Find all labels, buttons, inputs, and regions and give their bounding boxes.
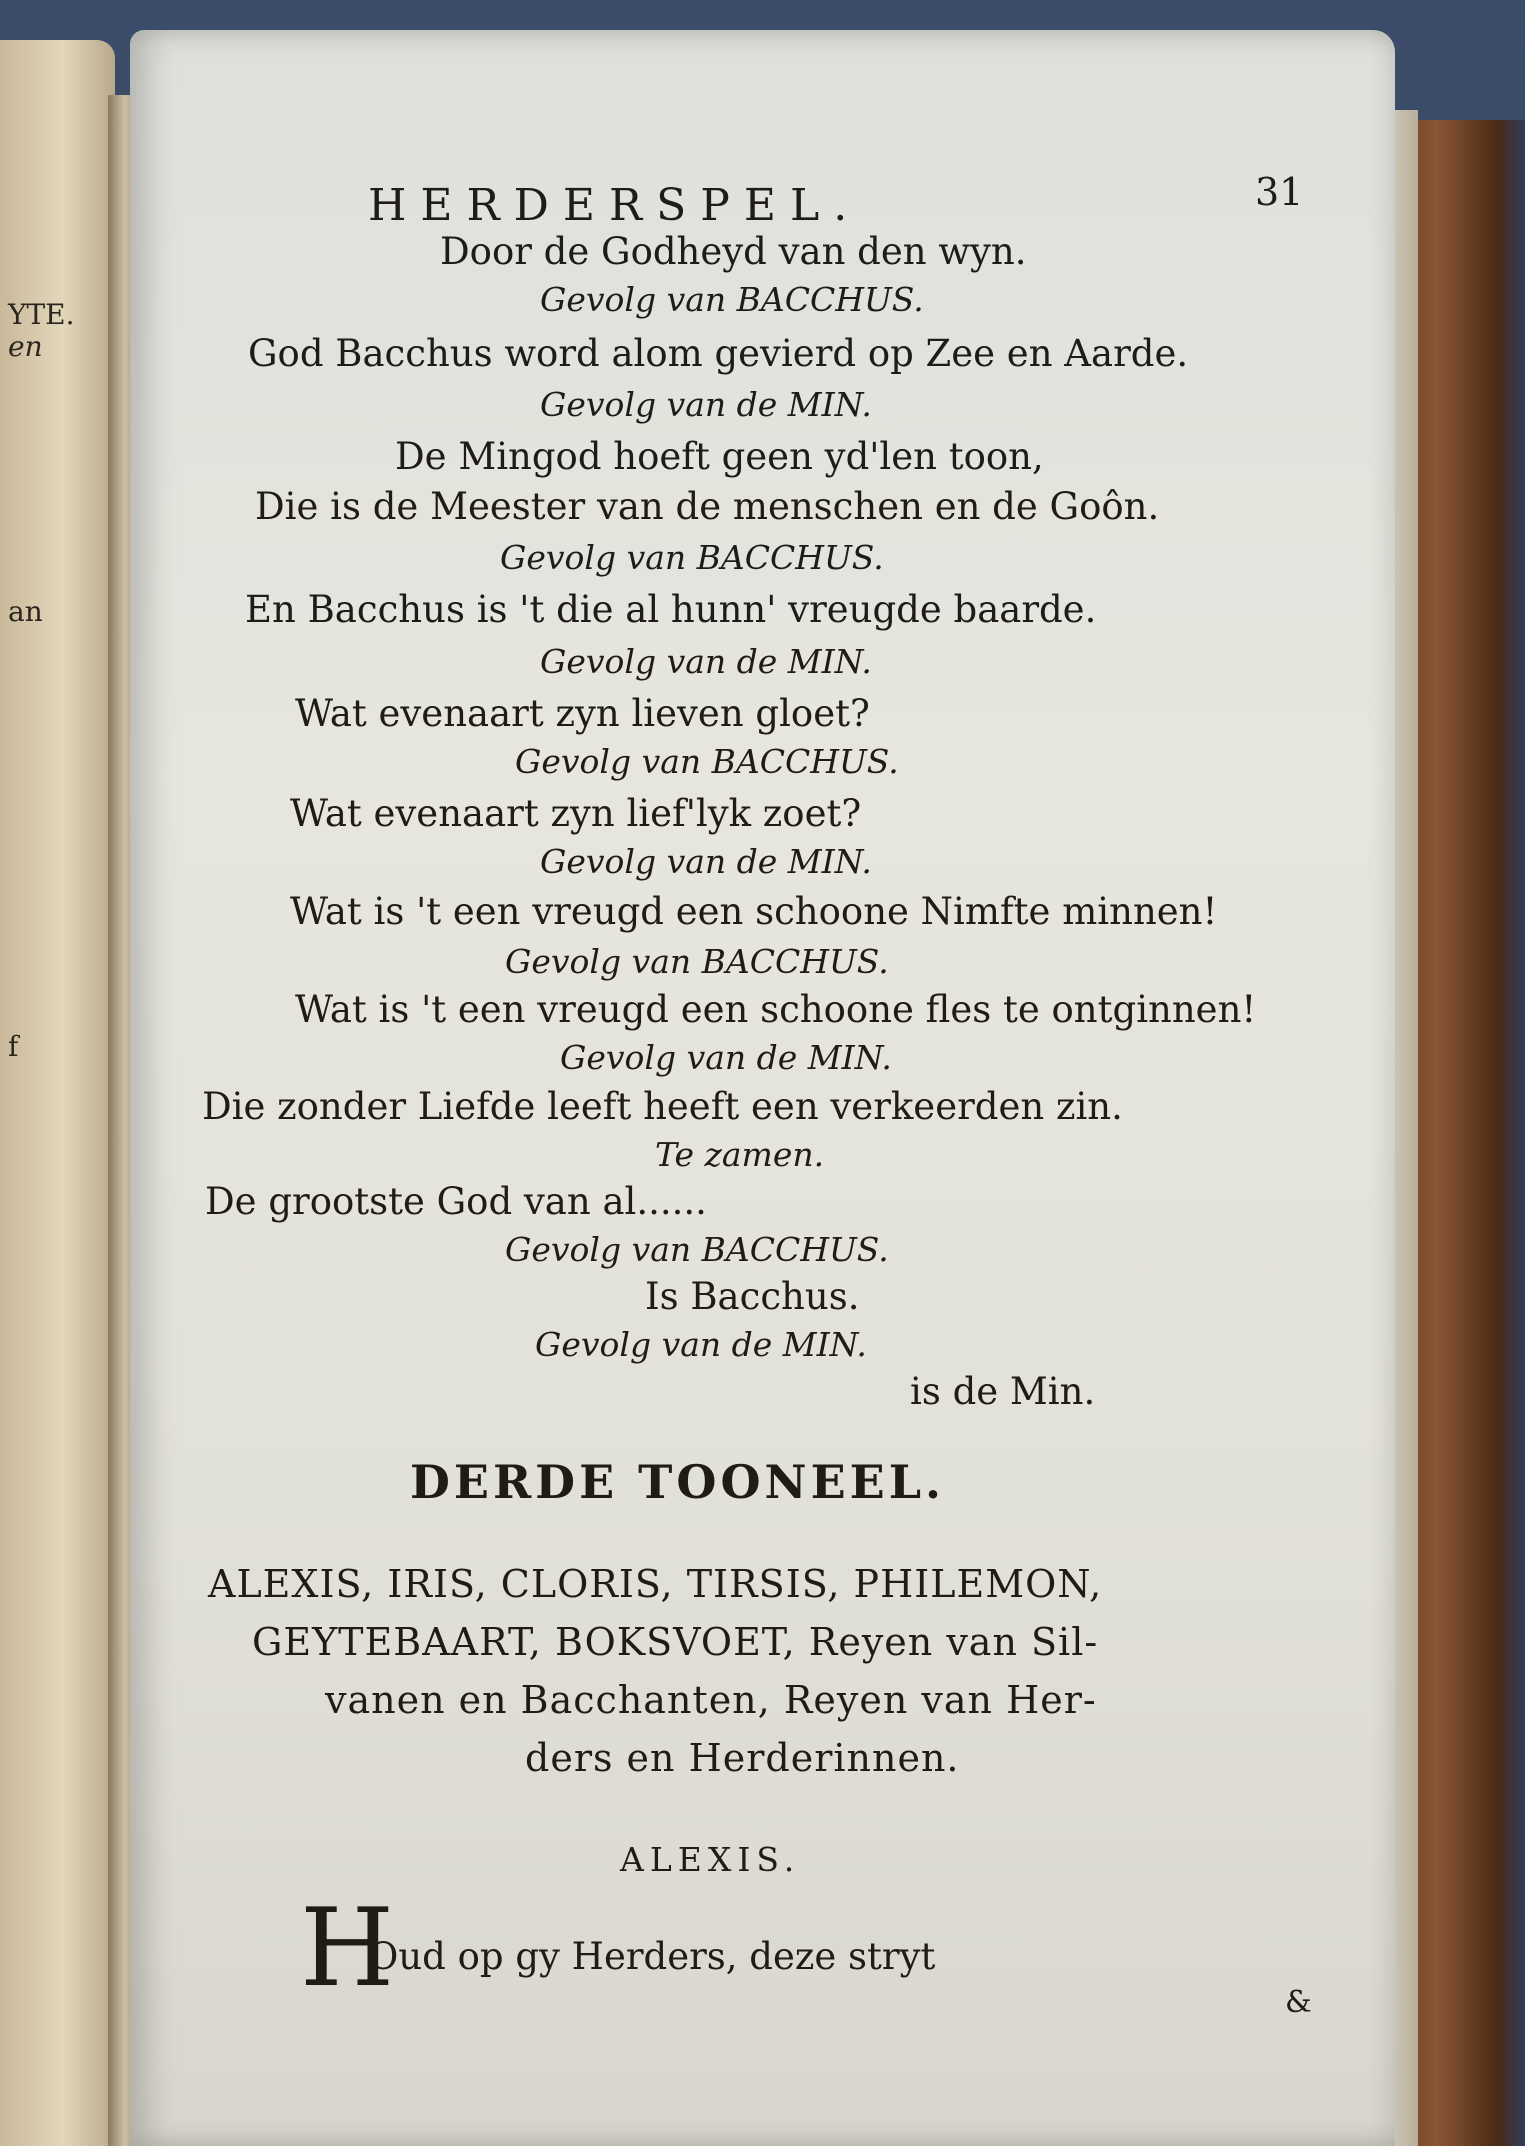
verse-line: Die is de Meester van de menschen en de Goôn. (255, 485, 1160, 528)
speaker-line: Gevolg van BACCHUS. (540, 280, 924, 319)
speaker-line: Te zamen. (655, 1135, 825, 1174)
cast-line: GEYTEBAART, BOKSVOET, Reyen van Sil- (252, 1620, 1099, 1664)
verse-line: Wat is 't een vreugd een schoone Nimfte minnen! (290, 890, 1218, 933)
speaker-line: Gevolg van BACCHUS. (505, 1230, 889, 1269)
cast-line: vanen en Bacchanten, Reyen van Her- (325, 1678, 1097, 1722)
speaker-line: Gevolg van BACCHUS. (515, 742, 899, 781)
verse-line: Is Bacchus. (645, 1275, 860, 1318)
verse-line: God Bacchus word alom gevierd op Zee en Aarde. (248, 332, 1189, 375)
verse-line: is de Min. (910, 1370, 1096, 1413)
speaker-line: Gevolg van BACCHUS. (500, 538, 884, 577)
verse-line: Wat is 't een vreugd een schoone fles te ontginnen! (295, 988, 1257, 1031)
left-page-fragment: f (8, 1030, 19, 1063)
verse-line: De grootste God van al...... (205, 1180, 707, 1223)
speaker-line: Gevolg van de MIN. (560, 1038, 892, 1077)
cast-line: ders en Herderinnen. (525, 1736, 960, 1780)
verse-line: De Mingod hoeft geen yd'len toon, (395, 435, 1044, 478)
scene-title: DERDE TOONEEL. (410, 1455, 946, 1509)
speaker-line: Gevolg van de MIN. (535, 1325, 867, 1364)
left-page-edge (0, 40, 115, 2146)
cast-line: ALEXIS, IRIS, CLORIS, TIRSIS, PHILEMON, (208, 1562, 1103, 1606)
running-head: HERDERSPEL. (368, 180, 862, 231)
drop-cap: H (300, 1886, 395, 2011)
left-page-fragment: an (8, 595, 43, 628)
verse-line: Wat evenaart zyn lieven gloet? (295, 692, 870, 735)
page-number: 31 (1255, 170, 1304, 214)
speaker-line: Gevolg van BACCHUS. (505, 942, 889, 981)
speaker-line: Gevolg van de MIN. (540, 642, 872, 681)
first-line-text: Oud op gy Herders, deze stryt (368, 1935, 936, 1978)
verse-line: En Bacchus is 't die al hunn' vreugde baarde. (245, 588, 1097, 631)
verse-line: Die zonder Liefde leeft heeft een verkeerden zin. (202, 1085, 1123, 1128)
verse-line: Door de Godheyd van den wyn. (440, 230, 1027, 273)
left-page-fragment: en (8, 330, 43, 363)
verse-line: Wat evenaart zyn lief'lyk zoet? (290, 792, 862, 835)
catchword: & (1285, 1985, 1312, 2020)
speaker-line: Gevolg van de MIN. (540, 385, 872, 424)
left-page-fragment: YTE. (8, 298, 75, 331)
speaker-alexis: ALEXIS. (620, 1840, 801, 1879)
book-page (130, 30, 1395, 2146)
speaker-line: Gevolg van de MIN. (540, 842, 872, 881)
